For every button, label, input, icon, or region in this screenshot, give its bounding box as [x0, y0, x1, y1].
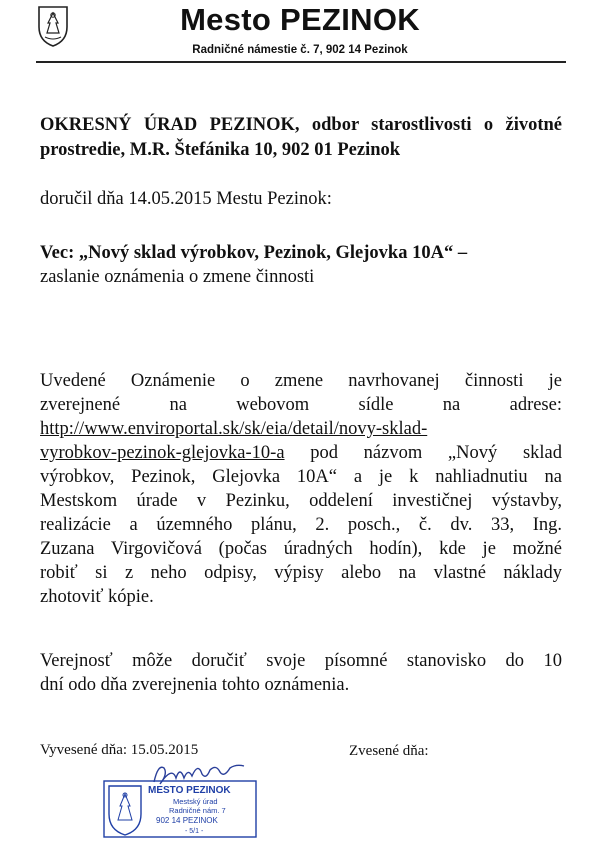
stamp-line: 902 14 PEZINOK: [156, 816, 218, 825]
paragraph-line: [40, 441, 562, 465]
subject: [40, 241, 565, 289]
stamp-line: - 5/1 -: [185, 828, 204, 835]
paragraph-line: zhotoviť kópie.: [40, 587, 154, 607]
paragraph-line: [40, 417, 562, 441]
city-coat-of-arms-icon: [37, 5, 69, 47]
paragraph-line: dní odo dňa zverejnenia tohto oznámenia.: [40, 675, 350, 695]
paragraph-text: pod názvom „Nový sklad: [284, 443, 562, 463]
stamp-line: MESTO PEZINOK: [148, 785, 231, 796]
paragraph-line: Zuzana Virgovičová (počas úradných hodín), kde je možné: [40, 539, 562, 559]
header-divider: [36, 61, 566, 63]
posted-date: Vyvesené dňa: 15.05.2015: [40, 742, 199, 758]
paragraph-line: Uvedené Oznámenie o zmene navrhovanej činnosti je: [40, 371, 562, 391]
paragraph-line: zverejnené na webovom sídle na adrese:: [40, 395, 562, 415]
paragraph-line: Mestskom úrade v Pezinku, oddelení investičnej výstavby,: [40, 491, 562, 511]
stamp-line: Mestský úrad: [173, 797, 218, 806]
subject-title: Vec: „Nový sklad výrobkov, Pezinok, Glejovka 10A“ –: [40, 243, 468, 263]
organization-address: Radničné námestie č. 7, 902 14 Pezinok: [192, 44, 408, 56]
public-comment-paragraph: [40, 649, 562, 697]
subject-description: zaslanie oznámenia o zmene činnosti: [40, 267, 315, 287]
delivered-note: doručil dňa 14.05.2015 Mestu Pezinok:: [40, 189, 332, 209]
paragraph-line: robiť si z neho odpisy, výpisy alebo na vlastné náklady: [40, 563, 562, 583]
enviroportal-link[interactable]: http://www.enviroportal.sk/sk/eia/detail/novy-sklad-: [40, 419, 428, 439]
removed-date: Zvesené dňa:: [349, 743, 429, 759]
stamp-line: Radničné nám. 7: [169, 806, 226, 815]
paragraph-line: výrobkov, Pezinok, Glejovka 10A“ a je k nahliadnutiu na: [40, 467, 562, 487]
paragraph-line: realizácie a územného plánu, 2. posch., č. dv. 33, Ing.: [40, 515, 562, 535]
enviroportal-link-continued[interactable]: vyrobkov-pezinok-glejovka-10-a: [40, 443, 285, 463]
official-stamp: [103, 780, 257, 838]
announcement-paragraph: [40, 369, 562, 609]
authority-recipient: OKRESNÝ ÚRAD PEZINOK, odbor starostlivosti o životné prostredie, M.R. Štefánika 10, 902 01 Pezinok: [40, 115, 562, 160]
paragraph-line: Verejnosť môže doručiť svoje písomné stanovisko do 10: [40, 651, 562, 671]
organization-name: Mesto PEZINOK: [180, 2, 420, 37]
